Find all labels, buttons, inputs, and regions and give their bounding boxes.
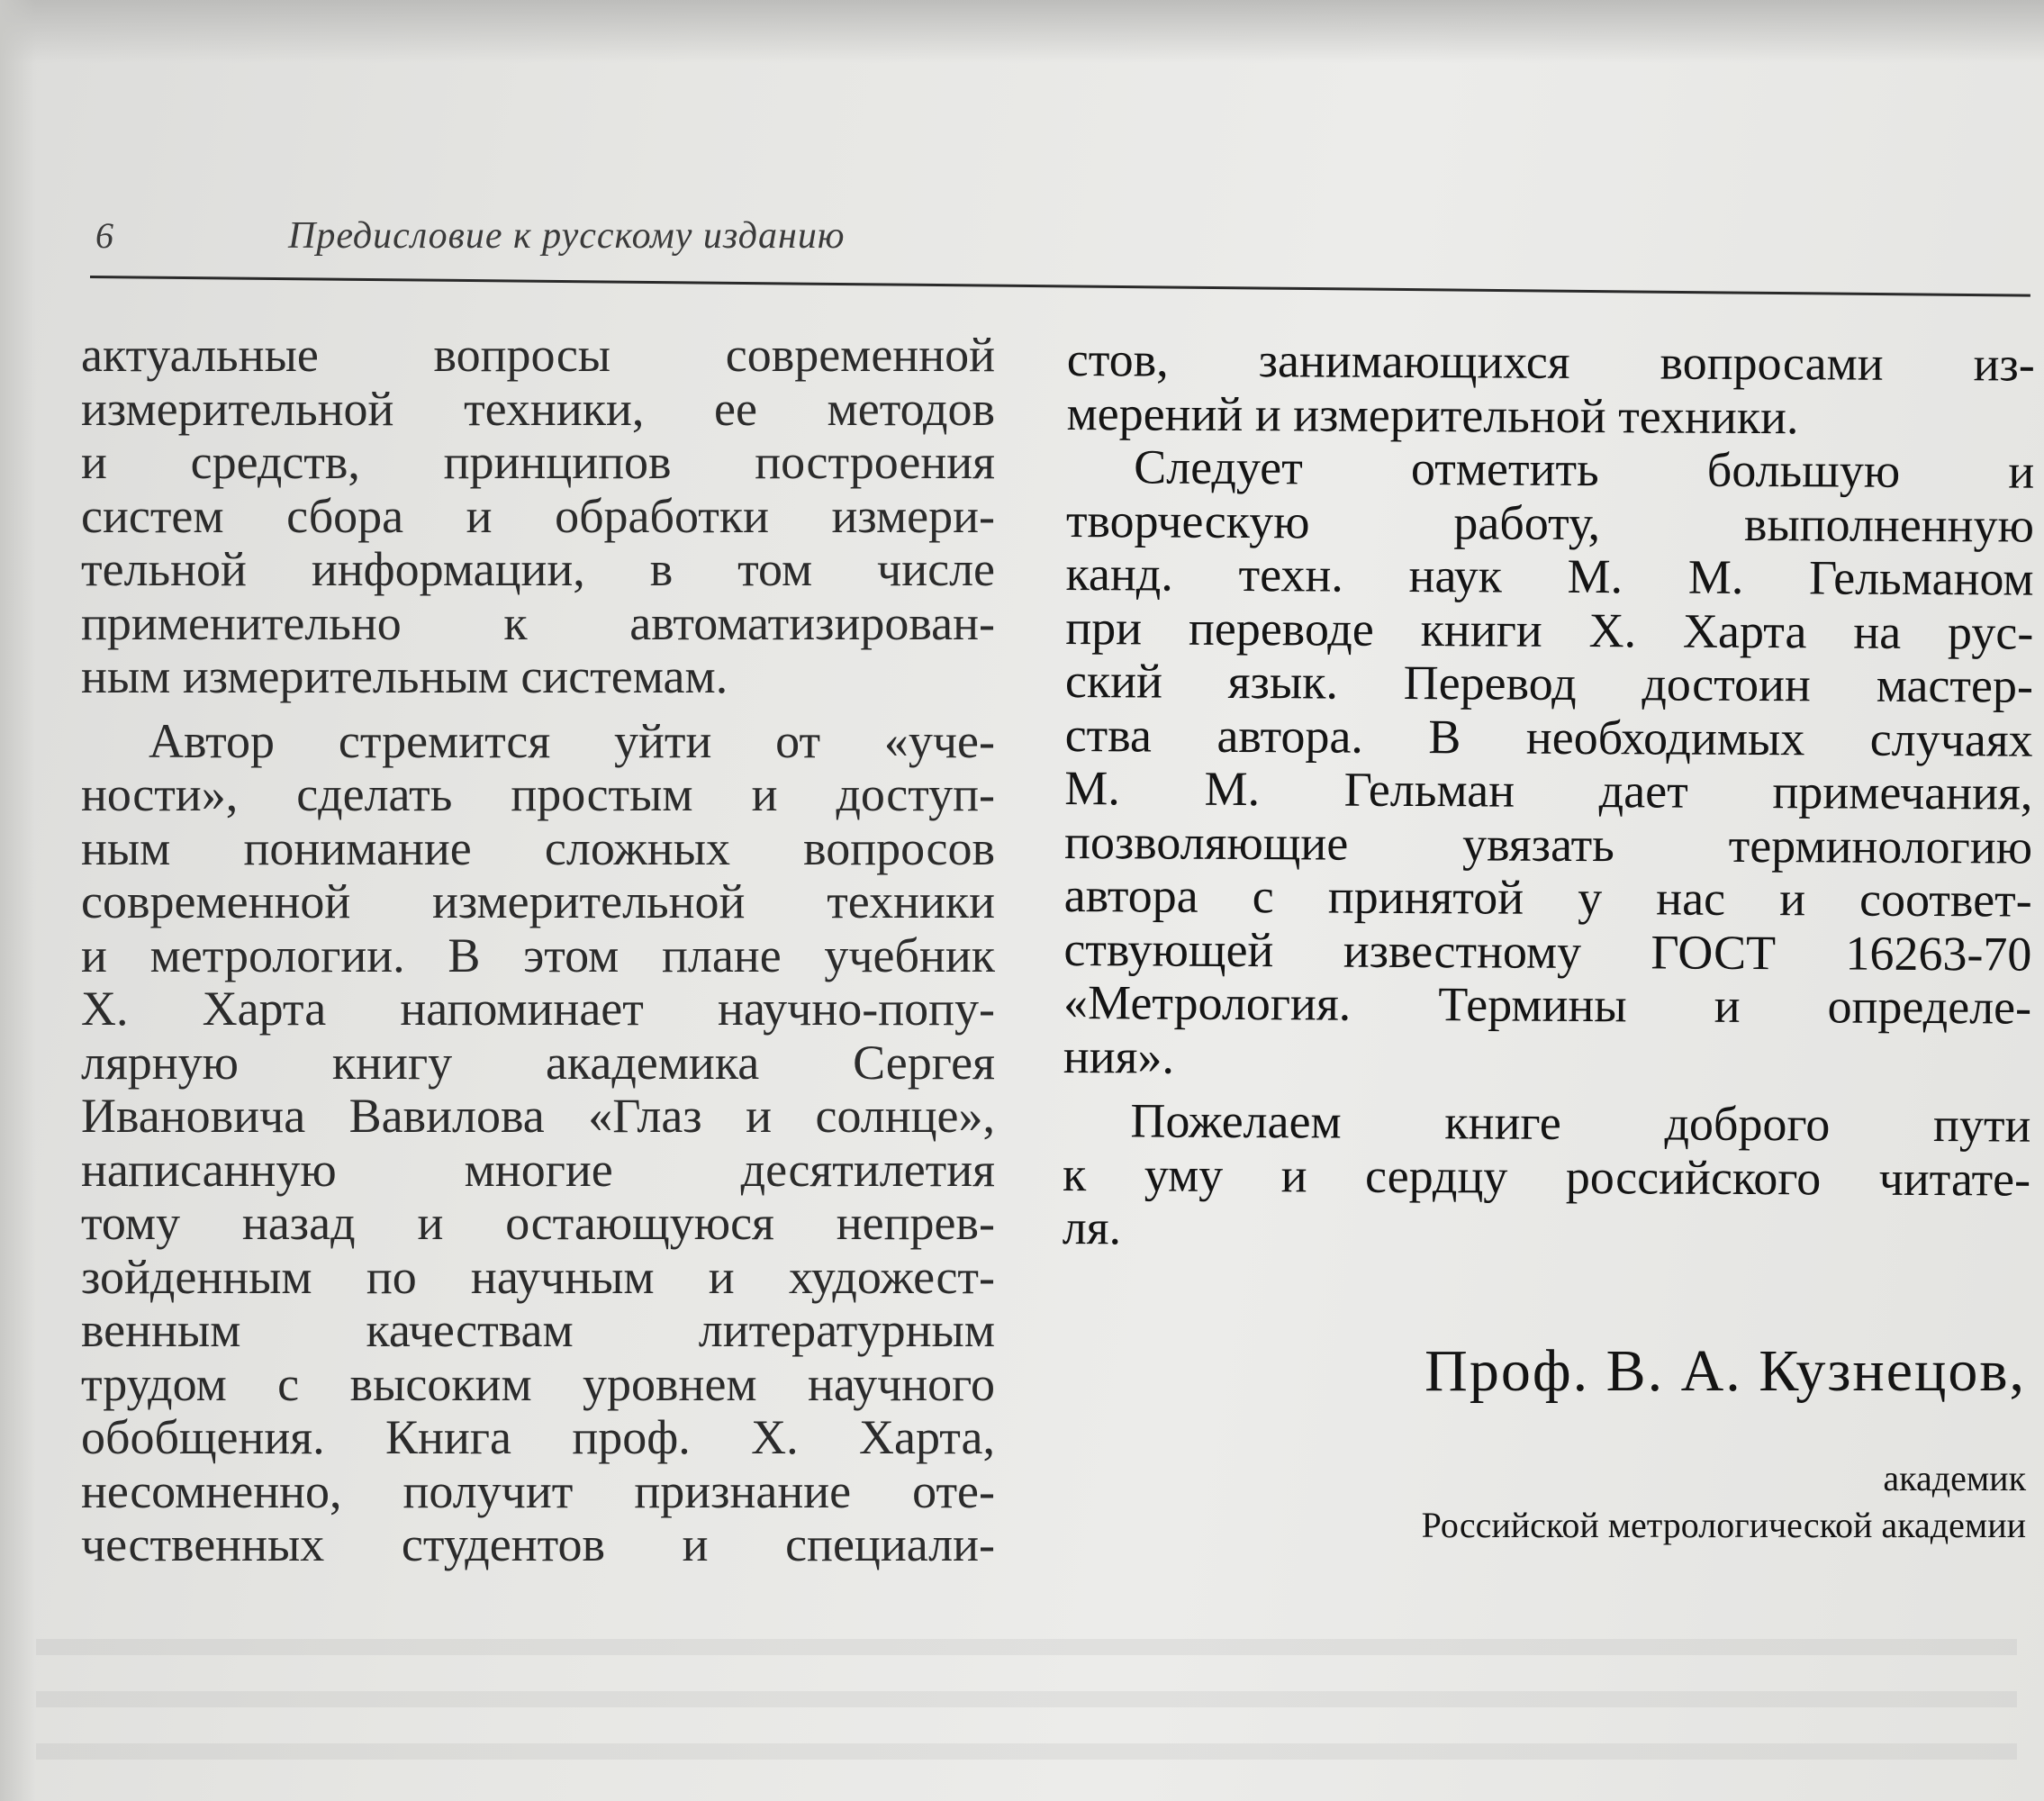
text-line: венным качествам литературным: [81, 1303, 995, 1357]
text-line: ства автора. В необходимых случаях: [1064, 707, 2033, 767]
text-line: тому назад и остающуюся непрев-: [81, 1196, 995, 1250]
text-line: трудом с высоким уровнем научного: [81, 1356, 995, 1411]
text-line: к уму и сердцу российского читате-: [1062, 1146, 2031, 1207]
right-column: [1063, 333, 2035, 1260]
paragraph: [1066, 333, 2035, 446]
text-line: «Метрология. Термины и определе-: [1063, 974, 2032, 1035]
text-line: измерительной техники, ее методов: [81, 381, 995, 436]
page-edge-shadow: [0, 0, 2044, 63]
text-line: несомненно, получит признание оте-: [81, 1463, 995, 1518]
text-line: написанную многие десятилетия: [81, 1142, 995, 1197]
text-line: и метрологии. В этом плане учебник: [81, 928, 995, 982]
text-line: Следует отметить большую и: [1134, 439, 2035, 499]
page-gutter-shadow: [0, 0, 36, 1801]
signature-affiliation: Российской метрологической академии: [1421, 1505, 2026, 1545]
text-line: мерений и измерительной техники.: [1066, 385, 1799, 444]
text-line: ля.: [1062, 1199, 1122, 1255]
text-line: канд. техн. наук М. М. Гельманом: [1065, 546, 2034, 606]
text-line: ствующей известному ГОСТ 16263-70: [1063, 921, 2032, 982]
text-line: автора с принятой у нас и соответ-: [1063, 867, 2032, 928]
signature-title: академик: [1883, 1458, 2026, 1498]
text-line: Х. Харта напоминает научно-попу-: [81, 982, 995, 1036]
text-line: тельной информации, в том числе: [81, 542, 995, 596]
paragraph: [81, 329, 995, 704]
paragraph: [81, 715, 995, 1572]
show-through-text: [36, 1639, 2017, 1792]
text-line: и средств, принципов построения: [81, 435, 995, 489]
text-line: ский язык. Перевод достоин мастер-: [1064, 653, 2034, 713]
text-line: ным понимание сложных вопросов: [81, 820, 995, 875]
page-number: 6: [95, 215, 113, 256]
text-line: применительно к автоматизирован-: [81, 595, 995, 650]
running-title: Предисловие к русскому изданию: [288, 215, 846, 257]
text-line: Пожелаем книге доброго пути: [1130, 1093, 2031, 1153]
text-line: при переводе книги Х. Харта на рус-: [1065, 600, 2034, 660]
text-line: зойденным по научным и художест-: [81, 1249, 995, 1304]
text-line: чественных студентов и специали-: [81, 1517, 995, 1571]
paragraph: [1063, 1094, 2031, 1260]
text-line: обобщения. Книга проф. Х. Харта,: [81, 1410, 995, 1464]
text-line: актуальные вопросы современной: [81, 328, 995, 382]
paragraph-gap: [81, 704, 995, 715]
text-line: ния».: [1063, 1028, 1175, 1084]
text-line: М. М. Гельман дает примечания,: [1064, 760, 2033, 820]
text-line: ным измерительным системам.: [81, 649, 728, 703]
text-line: современной измерительной техники: [81, 874, 995, 928]
text-line: систем сбора и обработки измери-: [81, 488, 995, 543]
text-line: лярную книгу академика Сергея: [81, 1035, 995, 1090]
left-column: [81, 329, 995, 1572]
text-line: стов, занимающихся вопросами из-: [1066, 332, 2035, 392]
text-line: Ивановича Вавилова «Глаз и солнце»,: [81, 1089, 995, 1143]
header-rule: [90, 276, 2030, 297]
paragraph: [1063, 440, 2035, 1089]
text-line: творческую работу, выполненную: [1065, 493, 2035, 553]
text-line: позволяющие увязать терминологию: [1063, 814, 2033, 874]
running-head: [90, 214, 2026, 277]
text-line: Автор стремится уйти от «уче-: [149, 713, 995, 768]
signature-name: Проф. В. А. Кузнецов,: [1424, 1338, 2026, 1404]
text-line: ности», сделать простым и доступ-: [81, 767, 995, 821]
